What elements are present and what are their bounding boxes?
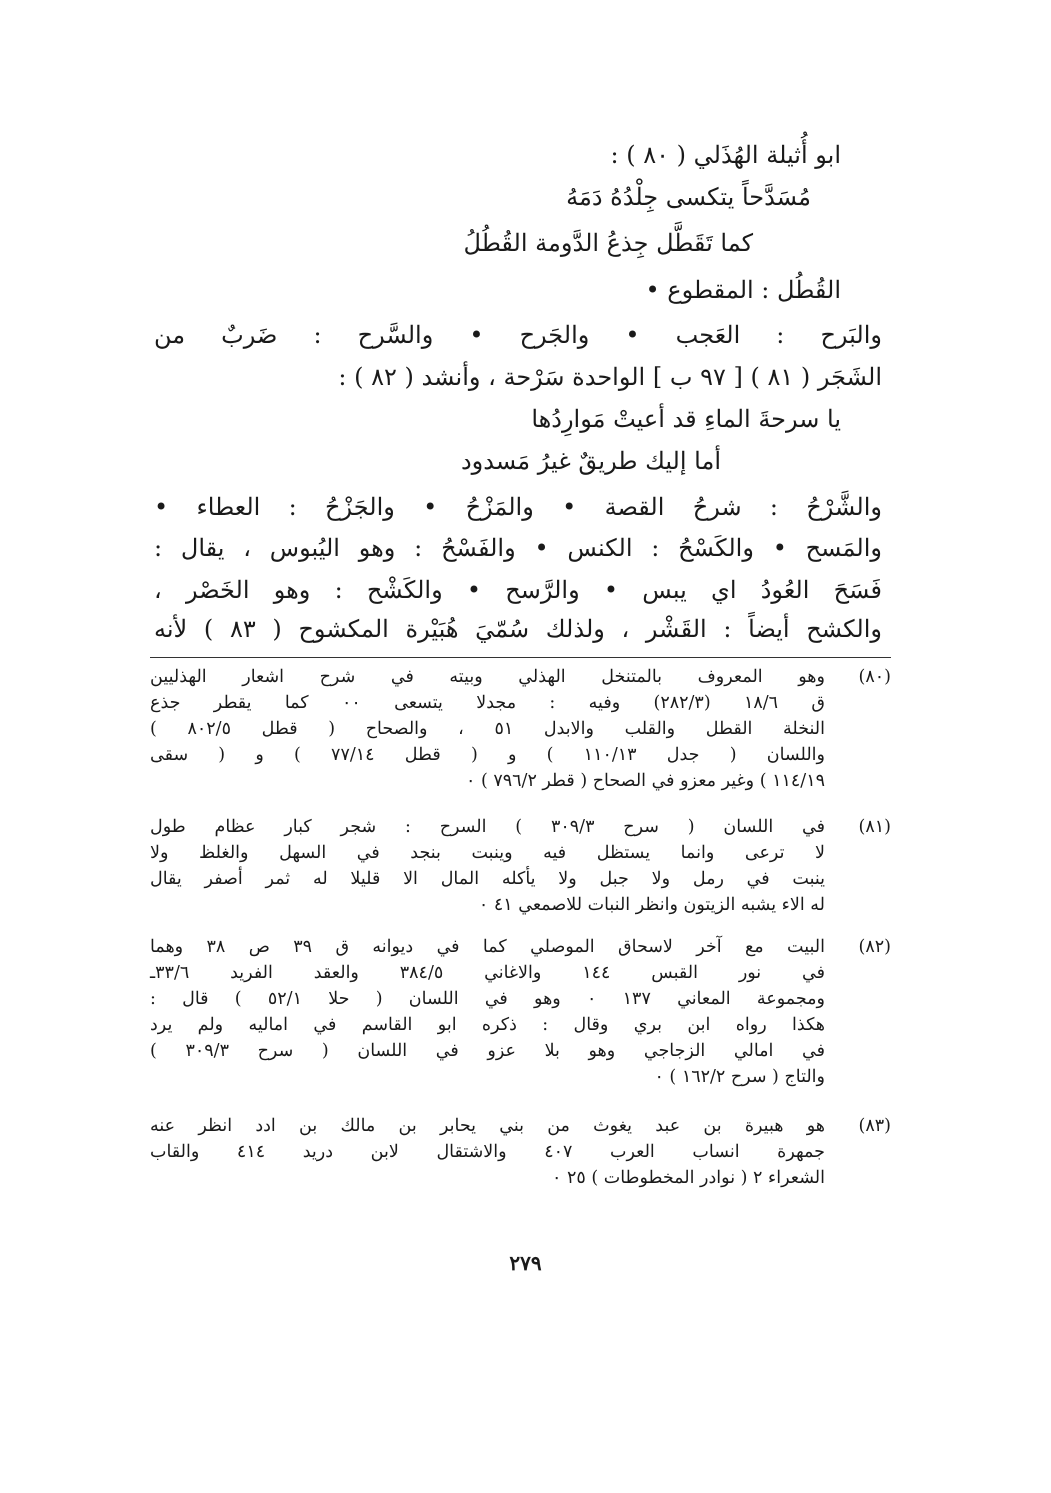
text-line-10: والمَسح • والكَسْحُ : الكنس • والفَسْحُ : وهو اليُبوس ، يقال : [154, 534, 882, 562]
footnote-divider [150, 657, 891, 658]
footnote-line: في اللسان ( سرح ٣٠٩/٣ ) السرح : شجر كبار عظام طول [150, 817, 825, 837]
footnote-line: ١١٤/١٩ ) وغير معزو في الصحاح ( قطر ٧٩٦/٢ ) ٠ [465, 771, 825, 791]
text-line-6: الشَجَر ( ٨١ ) [ ٩٧ ب ] الواحدة سَرْحة ، وأنشد ( ٨٢ ) : [338, 363, 882, 391]
footnote-line: واللسان ( جدل ١١٠/١٣ ) و ( قطل ٧٧/١٤ ) و ( سقى [150, 745, 825, 765]
footnote-line: ق ١٨/٦ (٢٨٢/٣) وفيه : مجدلا يتسعى ٠٠ كما يقطر جذع [150, 693, 826, 713]
text-line-11: فَسَحَ العُودُ اي يبس • والرَّسح • والكَشْح : وهو الخَصْر ، [154, 576, 882, 604]
footnote-line: الشعراء ٢ ( نوادر المخطوطات ) ٢٥ ٠ [552, 1168, 825, 1188]
footnote-line: هو هبيرة بن عبد يغوث من بني يحابر بن مالك بن ادد انظر عنه [150, 1116, 825, 1136]
text-line-1: ابو أُثيلة الهُذَلي ( ٨٠ ) : [610, 141, 841, 169]
footnote-line: النخلة القطل والقلب والابدل ٥١ ، والصحاح ( قطل ٨٠٢/٥ ) [150, 719, 825, 739]
footnote-line: وهو المعروف بالمتنخل الهذلي وبيته في شرح اشعار الهذليين [150, 667, 825, 687]
footnote-line: البيت مع آخر لاسحاق الموصلي كما في ديوانه ق ٣٩ ص ٣٨ وهما [150, 937, 825, 957]
footnote-82 [150, 934, 891, 1104]
footnote-number: (٨٠) [858, 667, 891, 687]
footnote-line: في نور القبس ١٤٤ والاغاني ٣٨٤/٥ والعقد الفريد ٣٣/٦ـ [150, 963, 826, 983]
verse-line-1: مُسَدَّحاً يتكسى جِلْدُهُ دَمَهُ [566, 183, 811, 211]
footnote-81 [150, 814, 891, 929]
text-line-4: القُطُل : المقطوع • [645, 276, 841, 304]
text-line-9: والشَّرْحُ : شرحُ القصة • والمَزْحُ • والجَزْحُ : العطاء • [154, 493, 882, 521]
verse-line-4: أما إليك طريقٌ غيرُ مَسدود [460, 447, 721, 475]
footnote-number: (٨٣) [858, 1116, 891, 1136]
text-line-5: والبَرح : العَجب • والجَرح • والسَّرح : ضَربٌ من [154, 321, 882, 349]
text-line-12: والكشح أيضاً : القَشْر ، ولذلك سُمّيَ هُبَيْرة المكشوح ( ٨٣ ) لأنه [154, 615, 883, 643]
page-number: ٢٧٩ [509, 1251, 542, 1275]
verse-line-2: كما تَقَطَّل جِذعُ الدَّومة القُطُلُ [463, 229, 753, 257]
footnote-number: (٨٢) [858, 937, 891, 957]
footnote-line: في امالي الزجاجي وهو بلا عزو في اللسان ( سرح ٣٠٩/٣ ) [150, 1041, 826, 1061]
footnote-line: لا ترعى وانما يستظل فيه وينبت بنجد في السهل والغلظ ولا [150, 843, 825, 863]
footnote-line: ومجموعة المعاني ١٣٧ ٠ وهو في اللسان ( حلا ٥٢/١ ) قال : [150, 989, 825, 1009]
footnote-83 [150, 1113, 891, 1203]
footnote-80 [150, 664, 891, 804]
footnote-line: جمهرة انساب العرب ٤٠٧ والاشتقال لابن دريد ٤١٤ والقاب [150, 1142, 825, 1162]
footnote-line: هكذا رواه ابن بري وقال : ذكره ابو القاسم في اماليه ولم يرد [150, 1015, 825, 1035]
footnote-line: له الاء يشبه الزيتون وانظر النبات للاصمعي ٤١ ٠ [478, 895, 825, 915]
footnote-line: والتاج ( سرح ١٦٢/٢ ) ٠ [654, 1067, 825, 1087]
verse-line-3: يا سرحةَ الماءِ قد أعيتْ مَوارِدُها [531, 405, 841, 433]
footnote-number: (٨١) [858, 817, 891, 837]
footnote-line: ينبت في رمل ولا جبل ولا يأكله المال الا قليلا له ثمر أصفر يقال [150, 869, 825, 889]
